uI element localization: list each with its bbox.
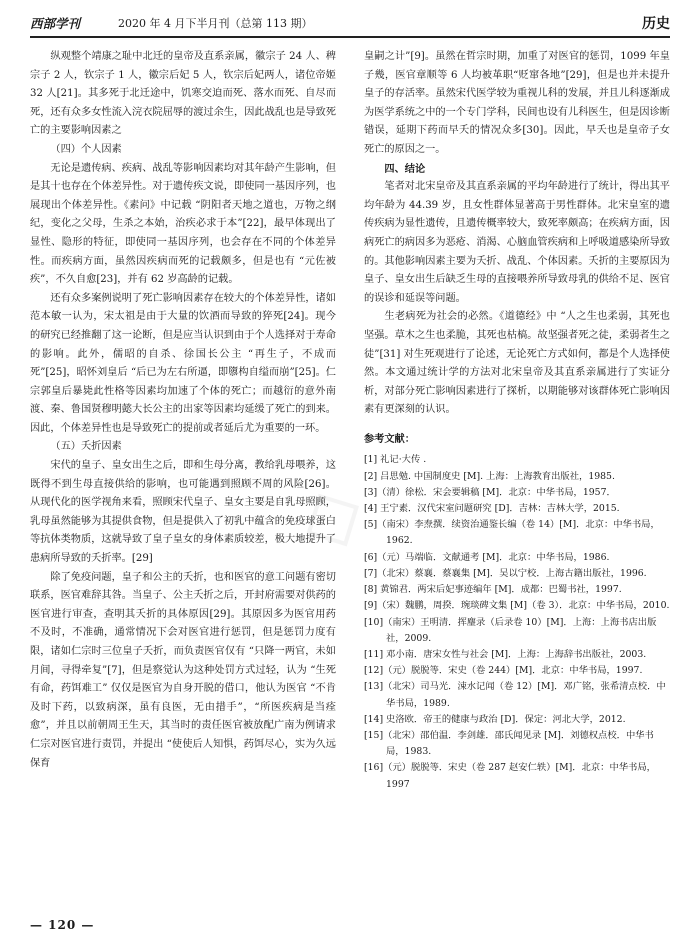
reference-item: [9]（宋）魏鹏，周揆．琬琰碑文集 [M]（卷 3）．北京：中华书局，2010.	[364, 600, 670, 612]
body-paragraph: 笔者对北宋皇帝及其直系亲属的平均年龄进行了统计，得出其平均年龄为 44.39 岁，且女性群体显著高于男性群体。北宋皇室的遗传疾病为显性遗传，且遗传概率较大，致死率颇高；在疾病方面，因病死亡的病因多为恶疮、消渴、心脑血管疾病和上呼吸道感染所导致的。其他影响因素主要为夭折、战乱、个体因素。夭折的主要原因为皇子、皇女出生后缺乏生母的直接喂养所导致母乳的供给不足、医官的误诊和延误等问题。	[364, 181, 670, 304]
reference-item: [6]（元）马端临．文献通考 [M]．北京：中华书局，1986.	[364, 551, 610, 563]
reference-item: [13]（北宋）司马光．涑水记闻（卷 12）[M]．邓广铭，张希清点校．中华书局，1989.	[364, 681, 666, 709]
reference-item: [12]（元）脱脱等．宋史（卷 244）[M]．北京：中华书局，1997.	[364, 665, 643, 677]
reference-item: [2] 吕思勉. 中国制度史 [M]. 上海：上海教育出版社，1985.	[364, 470, 615, 482]
body-paragraph: 还有众多案例说明了死亡影响因素存在较大的个体差异性，诸如范本敏一认为，宋太祖是由于大量的饮酒而导致的猝死[24]。现今的研究已经推翻了这一论断，但是应当认识到由于个人选择对于寿命的影响。此外，儒昭的自杀、徐国长公主 “再生子，不成而死”[25]，昭怀刘皇后 “后已为左右所逼，即隳构自缢而崩”[25]。仁宗郭皇后暴毙此性格等因素均加速了个体的死亡；而越衍的意外南渡、秦、鲁国贤穆明懿大长公主的出家等因素均延缓了死亡的到来。因此，个体差异性也是导致死亡的提前或者延后尤为重要的一环。	[30, 292, 336, 434]
reference-item: [3]（清）徐松．宋会要辑稿 [M]．北京：中华书局，1957．	[364, 486, 616, 498]
right-column	[364, 48, 670, 793]
body-paragraph: 除了免疫问题，皇子和公主的夭折，也和医官的意工问题有密切联系，医官难辞其咎。当皇子、公主夭折之后，开封府需要对供药的医官进行审查，查明其夭折的具体原因[29]。其原因多为医官用药不及时，不准确，通常情况下会对医官进行惩罚，但是惩罚力度有限，诸如仁宗时三位皇子夭折，而负责医官仅有 “只降一两官，未如月间，寻得牵复”[7]，但是察觉认为这种处罚方式过轻，认为 “生死有命，药饵难工” 仅仅是医官为自身开脱的借口，他认为医官 “不肯及时下药，以致病深，虽有良医，无由措手”，“所医疾病是当痊愈”，并且以前朝周王生天，其当时的责任医官被放配广南为例请求仁宗对医官进行责罚，并提出 “使使后人知惧，药饵尽心，实为久远保育	[30, 571, 336, 769]
body-paragraph: 皇嗣之计”[9]。虽然在哲宗时期，加重了对医官的惩罚，1099 年皇子幾，医官章顺等 6 人均被革职“贬窜各地”[29]，但是也并未提升皇子的存活率。虽然宋代医学较为重视儿科的发展，并且儿科逐渐成为医学系统之中的一个专门学科，民间也设有儿科医生，但是因诊断错误，延期下药而早夭的情况众多[30]。因此，早夭也是皇帝子女死亡的原因之一。	[364, 51, 670, 155]
page-header	[30, 10, 670, 38]
section-title: 历史	[642, 16, 670, 32]
body-paragraph: 生老病死为社会的必然。《道德经》中 “人之生也柔弱，其死也坚强。草木之生也柔脆，其死也枯槁。故坚强者死之徒，柔弱者生之徒”[31] 对生死观进行了论述，无论死亡方式如何，都是个人选择使然。本文通过统计学的方法对北宋皇帝及其直系亲属进行了实证分析，对部分死亡影响因素进行了探析，以期能够对该群体死亡影响因素有更深刻的认识。	[364, 311, 670, 416]
reference-item: [15]（北宋）邵伯温．李剑雄．邵氏闻见录 [M]．刘德权点校．中华书局，1983.	[364, 729, 654, 758]
body-paragraph: 无论是遗传病、疾病、战乱等影响因素均对其年龄产生影响，但是其十也存在个体差异性。对于遗传疾文说，即使同一基因序列，也展现出个体差异性。《素问》中记载 “阴阳者天地之道也，万物之纲纪，变化之父母，生杀之本始，治疾必求于本”[22]，最早体现出了显性、隐形的特征，即使同一基因序列，也会存在不同的个体差异性。而疾病方面，虽然因疾病而死的记载颇多，但是也有 “元佐被疾”，不久自愈[23]，并有 62 岁高龄的记载。	[30, 162, 336, 286]
page-number: — 120 —	[30, 918, 95, 932]
reference-item: [4] 王宁素．汉代宋室问题研究 [D]．吉林：吉林大学，2015.	[364, 503, 620, 515]
left-column	[30, 48, 336, 773]
body-paragraph: 宋代的皇子、皇女出生之后，即和生母分离，教给乳母喂养，这既得不到生母直接供给的影响，也可能遇到照顾不周的风险[26]。从现代化的医学视角来看，照顾宋代皇子、皇女主要是自乳母照顾，乳母虽然能够为其提供食物，但是提供入了初乳中蕴含的免疫球蛋白等抗体类物质，这就导致了皇子皇女的身体素质较差，极大地提升了患病所导致的夭折率。[29]	[30, 460, 336, 565]
watermark: ◇	[282, 461, 378, 569]
reference-item: [8] 黄锦君．两宋后妃事迹编年 [M]．成都：巴蜀书社，1997.	[364, 584, 622, 596]
references-title: 参考文献：	[364, 432, 415, 445]
reference-item: [5]（南宋）李焘撰．续资治通鉴长编（卷 14）[M]．北京：中华书局，1962.	[364, 519, 660, 547]
reference-item: [10]（南宋）王明清．挥麈录（后录卷 10）[M]．上海：上海书店出版社，2009.	[364, 616, 657, 644]
references-list	[364, 452, 670, 792]
right-column-body	[364, 48, 670, 420]
body-paragraph: 纵观整个靖康之耻中北迁的皇帝及直系亲属，徽宗子 24 人、稗宗子 2 人，钦宗子 1 人，徽宗后妃 5 人，钦宗后妃两人，诸位帝姬 32 人[21]。其多死于北迁途中，饥寒交迫而死、落水而死、自尽而死，还有众多女性流入浣衣院屈辱的渡过余生，因此战乱也是导致死亡的主要影响因素之	[30, 51, 336, 137]
journal-title: 西部学刊	[30, 16, 81, 31]
subsection-heading: （五）夭折因素	[50, 441, 122, 453]
reference-item: [14] 史洛欧．帝王的健康与政治 [D]．保定：河北大学，2012.	[364, 713, 626, 725]
section-heading: 四、结论	[384, 162, 426, 175]
reference-item: [16]（元）脱脱等．宋史（卷 287 赵安仁轶）[M]．北京：中华书局，1997	[364, 762, 656, 790]
reference-item: [1] 礼记·大传 .	[364, 454, 427, 466]
issue-info: 2020 年 4 月下半月刊（总第 113 期）	[118, 17, 313, 30]
subsection-heading: （四）个人因素	[50, 143, 122, 155]
reference-item: [7]（北宋）蔡襄．蔡襄集 [M]．吴以宁校．上海古籍出版社，1996.	[364, 567, 647, 579]
reference-item: [11] 邓小南．唐宋女性与社会 [M]．上海：上海辞书出版社，2003.	[364, 648, 647, 660]
